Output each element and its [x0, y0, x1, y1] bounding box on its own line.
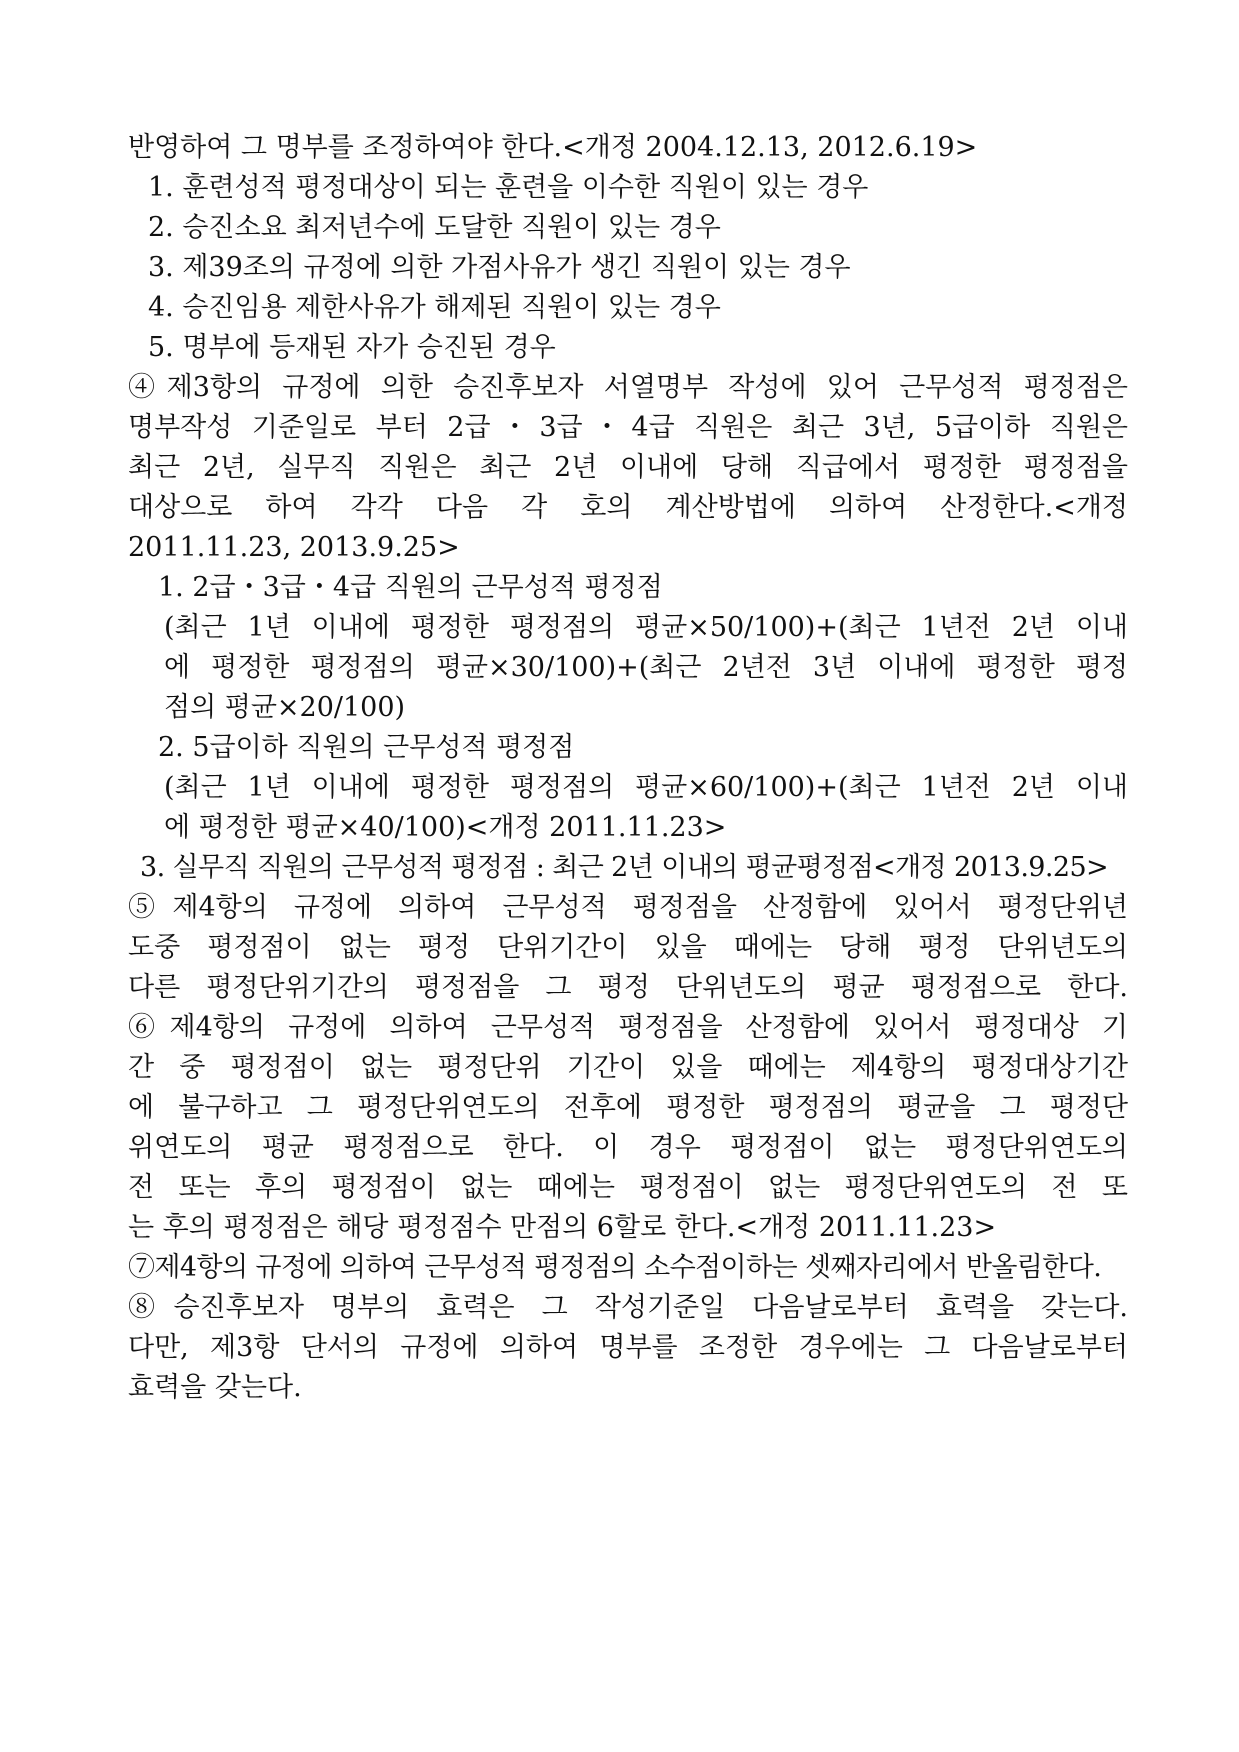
paragraph-6-line: 간 중 평정점이 없는 평정단위 기간이 있을 때에는 제4항의 평정대상기간 [128, 1052, 1128, 1083]
paragraph-8-line: ⑧승진후보자 명부의 효력은 그 작성기준일 다음날로부터 효력을 갖는다. [128, 1292, 1128, 1323]
paragraph-8-line: 다만, 제3항 단서의 규정에 의하여 명부를 조정한 경우에는 그 다음날로부터 [128, 1332, 1128, 1363]
formula-line: 점의 평균×20/100) [164, 692, 406, 723]
paragraph-6-line: 에 불구하고 그 평정단위연도의 전후에 평정한 평정점의 평균을 그 평정단 [128, 1092, 1128, 1123]
paragraph-4-line: 최근 2년, 실무직 직원은 최근 2년 이내에 당해 직급에서 평정한 평정점을 [128, 452, 1128, 483]
paragraph-6-line: 위연도의 평균 평정점으로 한다. 이 경우 평정점이 없는 평정단위연도의 [128, 1132, 1128, 1163]
formula-line: (최근 1년 이내에 평정한 평정점의 평균×60/100)+(최근 1년전 2년 이내 [164, 772, 1128, 803]
paragraph-5-line: 다른 평정단위기간의 평정점을 그 평정 단위년도의 평균 평정점으로 한다. [128, 972, 1128, 1003]
list-item: 1. 훈련성적 평정대상이 되는 훈련을 이수한 직원이 있는 경우 [148, 172, 869, 203]
text-line: 반영하여 그 명부를 조정하여야 한다.<개정 2004.12.13, 2012.6.19> [128, 132, 978, 163]
list-item: 3. 제39조의 규정에 의한 가점사유가 생긴 직원이 있는 경우 [148, 252, 851, 283]
paragraph-6-line: 는 후의 평정점은 해당 평정점수 만점의 6할로 한다.<개정 2011.11.23> [128, 1212, 997, 1243]
paragraph-4-line: 대상으로 하여 각각 다음 각 호의 계산방법에 의하여 산정한다.<개정 [128, 492, 1128, 523]
paragraph-4-line: 명부작성 기준일로 부터 2급・3급・4급 직원은 최근 3년, 5급이하 직원은 [128, 412, 1128, 443]
list-item: 5. 명부에 등재된 자가 승진된 경우 [148, 332, 556, 363]
paragraph-4-line: 2011.11.23, 2013.9.25> [128, 532, 460, 563]
paragraph-5-line: 도중 평정점이 없는 평정 단위기간이 있을 때에는 당해 평정 단위년도의 [128, 932, 1128, 963]
paragraph-8-line: 효력을 갖는다. [128, 1372, 302, 1403]
list-item: 2. 승진소요 최저년수에 도달한 직원이 있는 경우 [148, 212, 721, 243]
paragraph-4-line: ④제3항의 규정에 의한 승진후보자 서열명부 작성에 있어 근무성적 평정점은 [128, 372, 1128, 403]
paragraph-6-line: 전 또는 후의 평정점이 없는 때에는 평정점이 없는 평정단위연도의 전 또 [128, 1172, 1128, 1203]
paragraph-6-line: ⑥제4항의 규정에 의하여 근무성적 평정점을 산정함에 있어서 평정대상 기 [128, 1012, 1128, 1043]
list-item: 3. 실무직 직원의 근무성적 평정점 : 최근 2년 이내의 평균평정점<개정 2013.9.25> [140, 852, 1109, 883]
formula-line: 에 평정한 평정점의 평균×30/100)+(최근 2년전 3년 이내에 평정한 평정 [164, 652, 1128, 683]
formula-line: (최근 1년 이내에 평정한 평정점의 평균×50/100)+(최근 1년전 2년 이내 [164, 612, 1128, 643]
paragraph-7-line: ⑦제4항의 규정에 의하여 근무성적 평정점의 소수점이하는 셋째자리에서 반올림한다. [128, 1252, 1102, 1283]
list-item: 1. 2급・3급・4급 직원의 근무성적 평정점 [158, 572, 663, 603]
list-item: 4. 승진임용 제한사유가 해제된 직원이 있는 경우 [148, 292, 721, 323]
list-item: 2. 5급이하 직원의 근무성적 평정점 [158, 732, 575, 763]
paragraph-5-line: ⑤제4항의 규정에 의하여 근무성적 평정점을 산정함에 있어서 평정단위년 [128, 892, 1128, 923]
formula-line: 에 평정한 평균×40/100)<개정 2011.11.23> [164, 812, 727, 843]
